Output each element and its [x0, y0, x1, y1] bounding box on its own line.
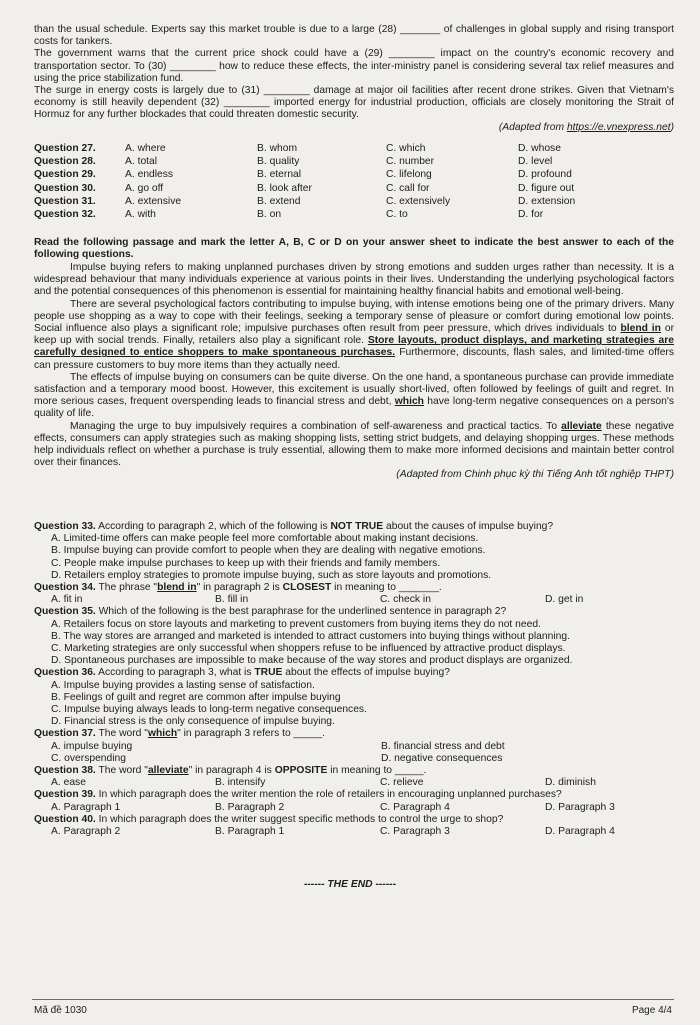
alleviate-word: alleviate [561, 420, 602, 432]
option-c[interactable]: C. extensively [386, 195, 451, 207]
cloze-source: (Adapted from https://e.vnexpress.net) [498, 121, 674, 133]
option[interactable]: C. overspending [51, 752, 126, 764]
option[interactable]: D. Financial stress is the only consequence of impulse buying. [51, 716, 335, 728]
question-40: Question 40. In which paragraph does the writer suggest specific methods to control the urge to shop? A. Paragraph 2 B. Paragraph 1 C. Paragraph 3 D. Paragraph 4 [34, 813, 615, 838]
question-label: Question 32. [34, 208, 96, 220]
option[interactable]: A. ease [51, 777, 86, 789]
option[interactable]: C. People make impulse purchases to keep up with their friends and family members. [51, 557, 441, 569]
questions-section [34, 521, 674, 838]
underlined-sentence: Store layouts, product displays, and marketing strategies are carefully designed to entice shoppers to make spontaneous purchases. [34, 335, 674, 359]
option[interactable]: B. Paragraph 2 [215, 801, 285, 813]
option[interactable]: C. Paragraph 3 [380, 826, 450, 838]
question-33: Question 33. According to paragraph 2, which of the following is NOT TRUE about the causes of impulse buying? A. Limited-time offers can make people feel more comfortable about making instant decisions. B. Impulse buying can provide comfort to people when they are dealing with negative emotions. C. People make impulse purchases to keep up with their friends and family members. D. Retailers employ strategies to promote impulse buying, such as store layouts and promotions. [34, 521, 674, 582]
option[interactable]: B. The way stores are arranged and marketed is intended to attract customers into buying things without planning. [51, 630, 570, 642]
question-label: Question 30. [34, 182, 96, 194]
option[interactable]: D. get in [545, 594, 584, 606]
the-end-marker: ------ THE END ------ [303, 879, 397, 890]
option[interactable]: D. Spontaneous purchases are impossible to make because of the way stores and product displays are organized. [51, 655, 573, 667]
option-c[interactable]: C. lifelong [386, 169, 432, 181]
exam-code: Mã đề 1030 [34, 1005, 87, 1016]
option[interactable]: C. Marketing strategies are only successful when shoppers refuse to be influenced by attractive product displays. [51, 643, 566, 655]
cloze-question-row [34, 169, 674, 182]
option-b[interactable]: B. on [257, 208, 282, 220]
paragraph-3: The effects of impulse buying on consumers can be quite diverse. On the one hand, a spontaneous purchase can provide immediate satisfaction and a temporary mood boost. However, this excitement is usually short-lived, often followed by feelings of guilt and regret. In more serious cases, frequent overspending leads to financial stress and debt, which have long-term negative consequences on a person's quality of life. [34, 371, 674, 420]
option[interactable]: C. check in [380, 594, 431, 606]
option[interactable]: D. Retailers employ strategies to promote impulse buying, such as store layouts and promotions. [51, 569, 492, 581]
option-d[interactable]: D. level [518, 156, 553, 168]
cloze-question-row [34, 196, 674, 209]
option[interactable]: A. fit in [51, 594, 83, 606]
paragraph-1: Impulse buying refers to making unplanned purchases driven by strong emotions and sudden urges rather than necessity. It is a widespread behaviour that many individuals experience at various points in their lives. Understanding the underlying psychological factors and the potential consequences of this phenomenon is essential for maintaining healthy financial habits and emotional well-being. [34, 262, 674, 298]
cloze-question-row [34, 156, 674, 169]
option[interactable]: A. Paragraph 1 [51, 801, 121, 813]
option-d[interactable]: D. figure out [518, 182, 575, 194]
reading-instruction [34, 237, 674, 261]
option-d[interactable]: D. for [518, 208, 544, 220]
question-label: Question 31. [34, 195, 96, 207]
option[interactable]: D. Paragraph 3 [545, 801, 615, 813]
question-37: Question 37. The word "which" in paragraph 3 refers to _____. A. impulse buying B. financial stress and debt C. overspending D. negative consequences [34, 728, 505, 764]
question-34: Question 34. The phrase "blend in" in paragraph 2 is CLOSEST in meaning to _______. A. fit in B. fill in C. check in D. get in [34, 582, 584, 606]
option[interactable]: A. Paragraph 2 [51, 826, 121, 838]
option[interactable]: D. Paragraph 4 [545, 826, 615, 838]
page-number: Page 4/4 [631, 1005, 672, 1016]
option-b[interactable]: B. whom [257, 143, 298, 154]
option[interactable]: A. Limited-time offers can make people feel more comfortable about making instant decisions. [51, 533, 479, 545]
cloze-paragraph: The surge in energy costs is largely due to (31) ________ damage at major oil facilities after recent drone strikes. Given that Vietnam's economy is still heavily dependent (32) ________ imported energy for industrial production, officials are closely monitoring the Strait of Hormuz for any further blockades that could threaten domestic security. [34, 85, 674, 121]
question-36: Question 36. According to paragraph 3, what is TRUE about the effects of impulse buying? A. Impulse buying provides a lasting sense of satisfaction. B. Feelings of guilt and regret are common after impulse buying C. Impulse buying always leads to long-term negative consequences. D. Financial stress is the only consequence of impulse buying. [34, 667, 674, 728]
source-link[interactable]: https://e.vnexpress.net [566, 121, 671, 133]
cloze-question-row [34, 209, 674, 222]
option[interactable]: B. fill in [215, 594, 249, 606]
question-38: Question 38. The word "alleviate" in paragraph 4 is OPPOSITE in meaning to _____. A. ease B. intensify C. relieve D. diminish [34, 765, 596, 789]
paragraph-2: There are several psychological factors contributing to impulse buying, with intense emotions being one of the primary drivers. Many people use shopping as a way to cope with their feelings, seeking a temporary sense of pleasure or comfort during emotional low points. Social influence also plays a significant role; impulsive purchases often result from peer pressure, which drives individuals to blend in or keep up with social trends. Finally, retailers also play a significant role. Store layouts, product displays, and marketing strategies are carefully designed to entice shoppers to make spontaneous purchases. Furthermore, discounts, flash sales, and limited-time offers can pressure customers to buy more items than they actually need. [34, 298, 674, 371]
option-c[interactable]: C. to [386, 208, 408, 220]
cloze-options [34, 143, 674, 222]
blend-in-phrase: blend in [620, 323, 661, 335]
option-b[interactable]: B. quality [257, 156, 300, 168]
option[interactable]: B. Feelings of guilt and regret are common after impulse buying [51, 691, 341, 703]
option[interactable]: B. financial stress and debt [381, 740, 505, 752]
cloze-question-row [34, 183, 674, 196]
paragraph-4: Managing the urge to buy impulsively requires a combination of self-awareness and practical tactics. To alleviate these negative effects, consumers can apply strategies such as making shopping lists, setting strict budgets, and delaying shopping urges. These methods help individuals reflect on whether a purchase is truly essential, allowing them to make more informed decisions and maintain better control over their finances. [34, 420, 675, 469]
footer-divider [32, 999, 674, 1000]
option[interactable]: A. impulse buying [51, 740, 133, 752]
option[interactable]: D. diminish [545, 777, 596, 789]
cloze-paragraph: than the usual schedule. Experts say this market trouble is due to a large (28) _______ of challenges in global supply and rising transport costs for tankers. [34, 24, 674, 48]
question-label: Question 27. [34, 143, 96, 154]
option-d[interactable]: D. profound [518, 169, 572, 181]
question-35: Question 35. Which of the following is the best paraphrase for the underlined sentence in paragraph 2? A. Retailers focus on store layouts and marketing to prevent customers from buying items they do not need. B. The way stores are arranged and marketed is intended to attract customers into buying things without planning. C. Marketing strategies are only successful when shoppers refuse to be influenced by attractive product displays. D. Spontaneous purchases are impossible to make because of the way stores and product displays are organized. [34, 606, 674, 667]
option-a[interactable]: A. extensive [125, 195, 182, 207]
question-label: Question 28. [34, 156, 96, 168]
option[interactable]: C. Paragraph 4 [380, 801, 450, 813]
option-c[interactable]: C. which [386, 143, 426, 154]
option-a[interactable]: A. with [125, 208, 156, 220]
option-c[interactable]: C. number [386, 156, 435, 168]
cloze-options-table [34, 143, 674, 222]
option-a[interactable]: A. total [125, 156, 158, 168]
option[interactable]: B. Impulse buying can provide comfort to people when they are dealing with negative emotions. [51, 545, 486, 557]
which-word: which [394, 396, 424, 408]
option[interactable]: B. intensify [215, 777, 266, 789]
reading-passage [34, 262, 674, 482]
question-39: Question 39. In which paragraph does the writer mention the role of retailers in encouraging unplanned purchases? A. Paragraph 1 B. Paragraph 2 C. Paragraph 4 D. Paragraph 3 [34, 789, 615, 813]
option-b[interactable]: B. extend [257, 195, 301, 207]
passage-source: (Adapted from Chinh phục kỳ thi Tiếng Anh tốt nghiệp THPT) [396, 469, 674, 481]
option[interactable]: A. Retailers focus on store layouts and marketing to prevent customers from buying items they do not need. [51, 618, 541, 630]
instruction-text: Read the following passage and mark the letter A, B, C or D on your answer sheet to indicate the best answer to each of the following questions. [34, 237, 674, 261]
option-d[interactable]: D. whose [518, 143, 561, 154]
option[interactable]: D. negative consequences [381, 752, 503, 764]
option[interactable]: A. Impulse buying provides a lasting sense of satisfaction. [51, 679, 315, 691]
option-a[interactable]: A. go off [125, 182, 164, 194]
option[interactable]: C. relieve [380, 777, 424, 789]
option[interactable]: B. Paragraph 1 [215, 826, 285, 838]
option-b[interactable]: B. eternal [257, 169, 302, 181]
question-label: Question 29. [34, 169, 96, 181]
cloze-passage [34, 24, 674, 134]
option-d[interactable]: D. extension [518, 195, 576, 207]
option-b[interactable]: B. look after [257, 182, 312, 194]
option[interactable]: C. Impulse buying always leads to long-term negative consequences. [51, 704, 367, 716]
cloze-question-row [34, 143, 674, 156]
option-a[interactable]: A. endless [125, 169, 174, 181]
option-c[interactable]: C. call for [386, 182, 430, 194]
cloze-paragraph: The government warns that the current price shock could have a (29) ________ impact on the country's economic recovery and transportation sector. To (30) ________ how to reduce these effects, the inter-ministry panel is considering several tax relief measures and using the price stabilization fund. [34, 48, 674, 84]
option-a[interactable]: A. where [125, 143, 166, 154]
